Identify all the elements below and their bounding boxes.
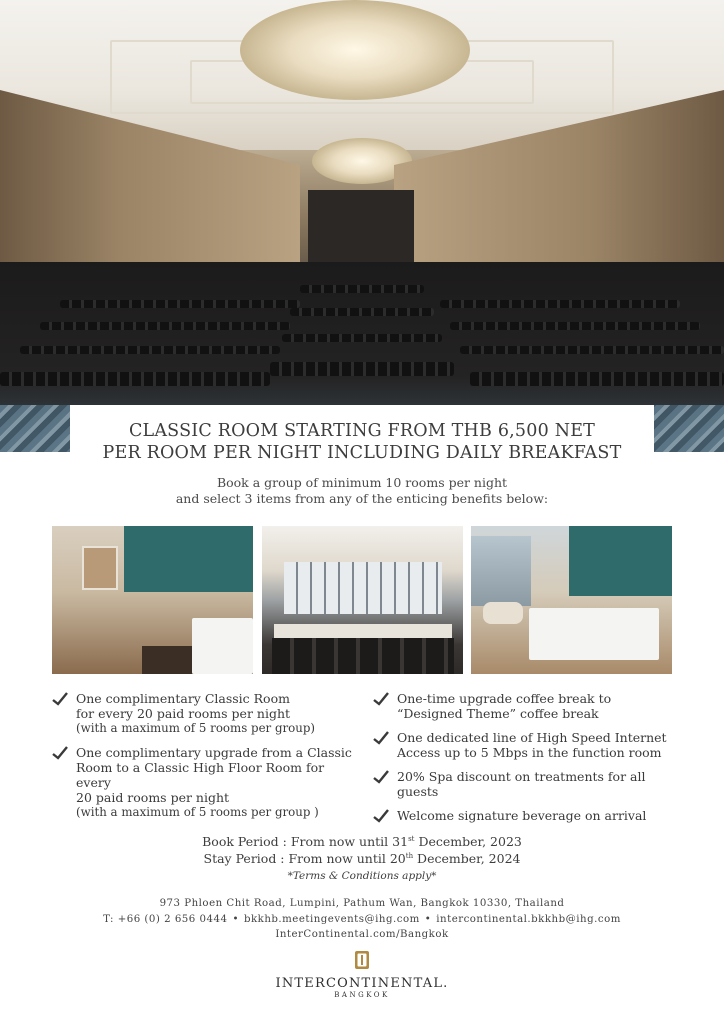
benefit-item bbox=[373, 691, 673, 721]
benefit-text: “Designed Theme” coffee break bbox=[397, 706, 599, 721]
intro-line-1: Book a group of minimum 10 rooms per night bbox=[216, 475, 508, 490]
book-period-value bbox=[291, 834, 522, 849]
terms-note: *Terms & Conditions apply* bbox=[287, 870, 437, 883]
stage-screen bbox=[308, 190, 414, 272]
address: 973 Phloen Chit Road, Lumpini, Pathum Wan, Bangkok 10330, Thailand bbox=[159, 898, 565, 909]
chair-row bbox=[450, 322, 700, 330]
teal-headboard-panel bbox=[569, 526, 672, 596]
chair-row bbox=[20, 346, 280, 354]
bed bbox=[529, 608, 659, 660]
benefit-text: for every 20 paid rooms per night bbox=[76, 706, 291, 721]
website-link[interactable]: InterContinental.com/Bangkok bbox=[275, 929, 449, 940]
bed bbox=[192, 618, 253, 674]
intercontinental-logo bbox=[262, 950, 462, 999]
benefit-text: Welcome signature beverage on arrival bbox=[397, 808, 647, 823]
chair-row bbox=[40, 322, 290, 330]
headline-line-2: PER ROOM PER NIGHT INCLUDING DAILY BREAKFAST bbox=[102, 443, 622, 463]
benefit-text: One complimentary upgrade from a Classic bbox=[76, 745, 352, 760]
chair-row bbox=[270, 362, 454, 376]
brand-name: INTERCONTINENTAL. bbox=[275, 976, 449, 991]
wall-art bbox=[82, 546, 118, 590]
teal-headboard-panel bbox=[124, 526, 253, 592]
benefit-item bbox=[373, 769, 673, 799]
benefit-text: One-time upgrade coffee break to bbox=[397, 691, 612, 706]
chair-row bbox=[460, 346, 724, 354]
offer-intro bbox=[60, 475, 664, 507]
benefit-text: 20 paid rooms per night bbox=[76, 790, 230, 805]
book-period-suffix: st bbox=[408, 835, 415, 843]
nightstand bbox=[142, 646, 192, 674]
checkmark-icon bbox=[373, 692, 389, 706]
chandelier-main bbox=[240, 0, 470, 100]
offer-headline bbox=[70, 420, 654, 464]
stay-period-label: Stay Period : bbox=[203, 851, 285, 867]
bullet-separator: • bbox=[424, 913, 432, 925]
phone-number[interactable]: T: +66 (0) 2 656 0444 bbox=[103, 913, 228, 925]
benefits-right-column bbox=[373, 691, 673, 832]
chair-row bbox=[440, 300, 680, 308]
checkmark-icon bbox=[373, 809, 389, 823]
chair-row bbox=[60, 300, 300, 308]
city-view-window bbox=[471, 536, 531, 606]
email-meetings-link[interactable]: bkkhb.meetingevents@ihg.com bbox=[243, 913, 420, 925]
benefit-text: 20% Spa discount on treatments for all guests bbox=[397, 769, 646, 799]
benefit-note: (with a maximum of 5 rooms per group) bbox=[76, 721, 315, 735]
intercontinental-emblem-icon bbox=[354, 950, 370, 970]
brand-city: BANGKOK bbox=[334, 991, 390, 999]
book-period bbox=[150, 832, 574, 849]
stay-period-suffix: th bbox=[405, 852, 414, 861]
benefit-item bbox=[52, 691, 352, 736]
chair-row bbox=[282, 334, 442, 342]
chair-row bbox=[0, 372, 270, 386]
benefit-text: One complimentary Classic Room bbox=[76, 691, 290, 706]
book-period-date: From now until 31 bbox=[290, 834, 409, 850]
email-hotel-link[interactable]: intercontinental.bkkhb@ihg.com bbox=[436, 913, 621, 925]
benefit-text: Room to a Classic High Floor Room for every bbox=[76, 760, 325, 790]
checkmark-icon bbox=[52, 692, 68, 706]
headline-line-1: CLASSIC ROOM STARTING FROM THB 6,500 NET bbox=[128, 421, 596, 441]
book-period-month-year: December, 2023 bbox=[414, 834, 522, 850]
benefit-text: One dedicated line of High Speed Internet bbox=[397, 730, 667, 745]
chair-row bbox=[470, 372, 724, 386]
photo-meeting-room bbox=[262, 526, 463, 674]
photo-classic-room-detail bbox=[52, 526, 253, 674]
book-period-label: Book Period : bbox=[202, 834, 287, 850]
offer-periods bbox=[150, 832, 574, 884]
windows bbox=[284, 562, 442, 614]
contact-line bbox=[40, 912, 684, 928]
checkmark-icon bbox=[373, 731, 389, 745]
checkmark-icon bbox=[52, 746, 68, 760]
stay-period bbox=[150, 849, 574, 866]
benefit-note: (with a maximum of 5 rooms per group ) bbox=[76, 805, 319, 819]
contact-info bbox=[40, 896, 684, 943]
chair-row bbox=[300, 285, 424, 293]
stay-period-month-year: December, 2024 bbox=[413, 851, 521, 867]
armchair bbox=[483, 602, 523, 624]
chair-row bbox=[290, 308, 434, 316]
benefit-item bbox=[52, 745, 352, 820]
chairs bbox=[272, 638, 454, 674]
ballroom-hero-image bbox=[0, 0, 724, 452]
bullet-separator: • bbox=[232, 913, 239, 925]
benefit-item bbox=[373, 730, 673, 760]
checkmark-icon bbox=[373, 770, 389, 784]
benefit-text: Access up to 5 Mbps in the function room bbox=[397, 745, 662, 760]
photo-classic-room bbox=[471, 526, 672, 674]
intro-line-2: and select 3 items from any of the enticing benefits below: bbox=[175, 491, 549, 506]
benefit-item bbox=[373, 808, 673, 823]
stay-period-date: From now until 20 bbox=[288, 851, 406, 867]
stay-period-value bbox=[289, 851, 521, 866]
conference-table bbox=[274, 624, 452, 638]
benefits-left-column bbox=[52, 691, 352, 828]
